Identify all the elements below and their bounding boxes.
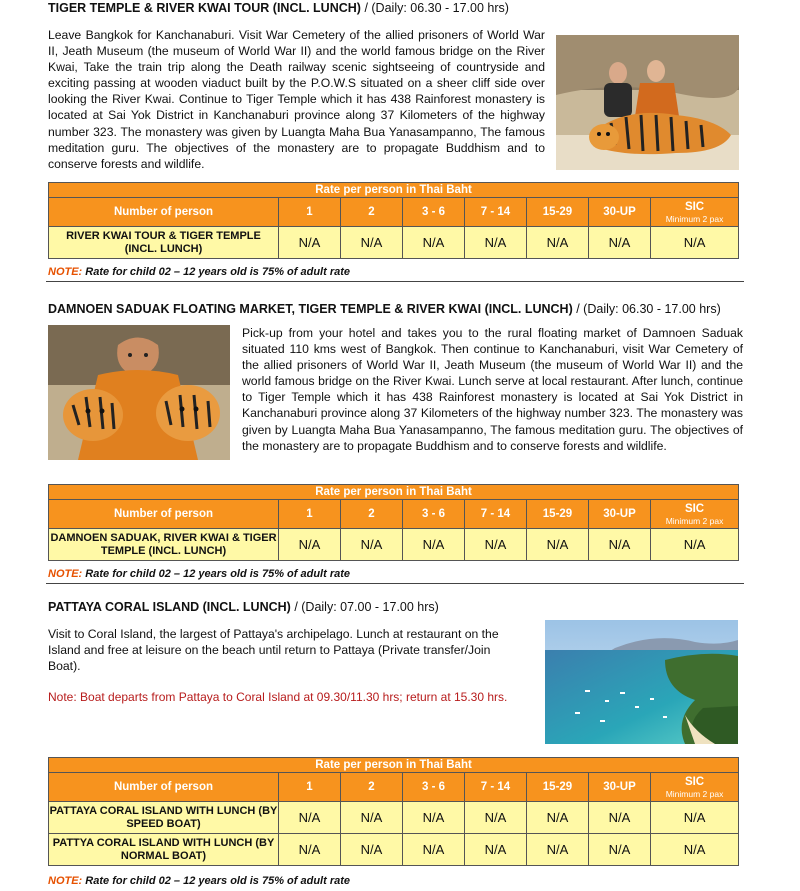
monk-tiger-cubs-photo: [48, 325, 230, 460]
number-of-person-header: Number of person: [49, 198, 279, 227]
rate-table-header: Rate per person in Thai Baht: [49, 485, 739, 500]
child-note-text: Rate for child 02 – 12 years old is 75% of adult rate: [82, 875, 350, 887]
tour-name-cell: PATTYA CORAL ISLAND WITH LUNCH (BY NORMAL BOAT): [49, 834, 279, 866]
table-row: [49, 529, 739, 561]
section-divider: [46, 583, 744, 584]
sic-label: SIC: [684, 200, 705, 213]
rate-cell: N/A: [403, 227, 465, 259]
tour-2-title-text: DAMNOEN SADUAK FLOATING MARKET, TIGER TEMPLE & RIVER KWAI (INCL. LUNCH): [48, 302, 573, 316]
rate-cell: N/A: [589, 802, 651, 834]
rate-cell: N/A: [279, 529, 341, 561]
child-rate-note: [48, 568, 350, 580]
col-7-14: 7 - 14: [465, 198, 527, 227]
tour-2-rate-table: [48, 484, 739, 561]
tour-3-title-text: PATTAYA CORAL ISLAND (INCL. LUNCH): [48, 600, 291, 614]
col-sic: [651, 500, 739, 529]
sic-label: SIC: [684, 502, 705, 515]
rate-table-header: Rate per person in Thai Baht: [49, 758, 739, 773]
tiger-monks-photo: [556, 35, 739, 170]
child-note-label: NOTE:: [48, 266, 83, 278]
rate-cell: N/A: [465, 529, 527, 561]
col-30-up: 30-UP: [589, 500, 651, 529]
tour-2-description: Pick-up from your hotel and takes you to the rural floating market of Damnoen Saduak situated 110 kms west of Bangkok. Then continue to Kanchanaburi, visit War Cemetery of the allied prisoners of World War II, Jeath Museum (the museum of World War II) and the world famous bridge on the River Kwai. Lunch serve at local restaurant. After lunch, continue to Tiger Temple which it has 438 Rainforest monastery is located at Sai Yok District in Kanchanaburi province along 37 Kilometers of the highway number 323. The monastery was given by Luangta Maha Bua Yanasampanno, The famous meditation guru. The objectives of the monastery are to propagate Buddhism and to conserve forests and wildlife.: [242, 326, 743, 453]
tour-1-title-text: TIGER TEMPLE & RIVER KWAI TOUR (INCL. LUNCH): [48, 1, 361, 15]
boat-departure-note: Note: Boat departs from Pattaya to Coral Island at 09.30/11.30 hrs; return at 15.30 hrs.: [48, 690, 508, 704]
rate-cell: N/A: [465, 227, 527, 259]
col-7-14: 7 - 14: [465, 773, 527, 802]
child-rate-note: [48, 875, 350, 887]
sic-label: SIC: [684, 775, 705, 788]
tour-3-title: [48, 600, 439, 614]
col-30-up: 30-UP: [589, 198, 651, 227]
col-2: 2: [341, 198, 403, 227]
col-2: 2: [341, 773, 403, 802]
child-note-label: NOTE:: [48, 568, 83, 580]
child-note-text: Rate for child 02 – 12 years old is 75% of adult rate: [82, 568, 350, 580]
col-15-29: 15-29: [527, 500, 589, 529]
number-of-person-header: Number of person: [49, 773, 279, 802]
child-note-text: Rate for child 02 – 12 years old is 75% of adult rate: [82, 266, 350, 278]
rate-cell: N/A: [527, 227, 589, 259]
number-of-person-header: Number of person: [49, 500, 279, 529]
coral-island-photo: [545, 620, 738, 744]
col-1: 1: [279, 773, 341, 802]
col-15-29: 15-29: [527, 198, 589, 227]
rate-cell: N/A: [589, 834, 651, 866]
rate-cell: N/A: [651, 802, 739, 834]
rate-cell: N/A: [651, 227, 739, 259]
tour-1-rate-table: [48, 182, 739, 259]
col-30-up: 30-UP: [589, 773, 651, 802]
tour-name-cell: RIVER KWAI TOUR & TIGER TEMPLE (INCL. LUNCH): [49, 227, 279, 259]
col-sic: [651, 773, 739, 802]
tour-2-daily: / (Daily: 06.30 - 17.00 hrs): [576, 302, 721, 316]
rate-table-header: Rate per person in Thai Baht: [49, 183, 739, 198]
tour-name-cell: DAMNOEN SADUAK, RIVER KWAI & TIGER TEMPLE (INCL. LUNCH): [49, 529, 279, 561]
rate-cell: N/A: [527, 529, 589, 561]
rate-cell: N/A: [527, 802, 589, 834]
tour-3-daily: / (Daily: 07.00 - 17.00 hrs): [294, 600, 439, 614]
rate-cell: N/A: [589, 227, 651, 259]
col-3-6: 3 - 6: [403, 198, 465, 227]
col-3-6: 3 - 6: [403, 773, 465, 802]
rate-cell: N/A: [465, 834, 527, 866]
tour-name-cell: PATTAYA CORAL ISLAND WITH LUNCH (BY SPEED BOAT): [49, 802, 279, 834]
tour-2-title: [48, 302, 721, 316]
rate-cell: N/A: [341, 834, 403, 866]
rate-cell: N/A: [589, 529, 651, 561]
rate-cell: N/A: [279, 802, 341, 834]
table-row: [49, 802, 739, 834]
col-2: 2: [341, 500, 403, 529]
rate-cell: N/A: [279, 834, 341, 866]
col-1: 1: [279, 198, 341, 227]
col-1: 1: [279, 500, 341, 529]
tour-3-description: Visit to Coral Island, the largest of Pattaya's archipelago. Lunch at restaurant on the Island and free at leisure on the beach until return to Pattaya (Private transfer/Join Boat).: [48, 627, 499, 674]
section-divider: [46, 281, 744, 282]
table-row: [49, 834, 739, 866]
sic-sub: Minimum 2 pax: [665, 788, 724, 799]
col-3-6: 3 - 6: [403, 500, 465, 529]
sic-sub: Minimum 2 pax: [665, 515, 724, 526]
tour-1-title: [48, 1, 509, 15]
rate-cell: N/A: [403, 834, 465, 866]
col-15-29: 15-29: [527, 773, 589, 802]
tour-1-daily: / (Daily: 06.30 - 17.00 hrs): [364, 1, 509, 15]
col-7-14: 7 - 14: [465, 500, 527, 529]
rate-cell: N/A: [279, 227, 341, 259]
rate-cell: N/A: [341, 227, 403, 259]
col-sic: [651, 198, 739, 227]
rate-cell: N/A: [651, 834, 739, 866]
rate-cell: N/A: [341, 802, 403, 834]
child-rate-note: [48, 266, 350, 278]
table-row: [49, 227, 739, 259]
rate-cell: N/A: [403, 529, 465, 561]
rate-cell: N/A: [465, 802, 527, 834]
tour-3-rate-table: [48, 757, 739, 866]
tour-1-description: Leave Bangkok for Kanchanaburi. Visit War Cemetery of the allied prisoners of World War II, Jeath Museum (the museum of World War II) and the world famous bridge on the River Kwai, Take the train trip along the Death railway scenic sightseeing of countryside and exciting passing at wooden viaduct built by the P.O.W.S situated on a sheer cliff side over looking the River Kwai. Continue to Tiger Temple which it has 438 Rainforest monastery is located at Sai Yok District in Kanchanaburi province along 37 Kilometers of the highway number 323. The monastery was given by Luangta Maha Bua Yanasampanno, The famous meditation guru. The objectives of the monastery are to propagate Buddhism and to conserve forests and wildlife.: [48, 28, 545, 171]
rate-cell: N/A: [403, 802, 465, 834]
sic-sub: Minimum 2 pax: [665, 213, 724, 224]
child-note-label: NOTE:: [48, 875, 83, 887]
rate-cell: N/A: [651, 529, 739, 561]
rate-cell: N/A: [527, 834, 589, 866]
rate-cell: N/A: [341, 529, 403, 561]
